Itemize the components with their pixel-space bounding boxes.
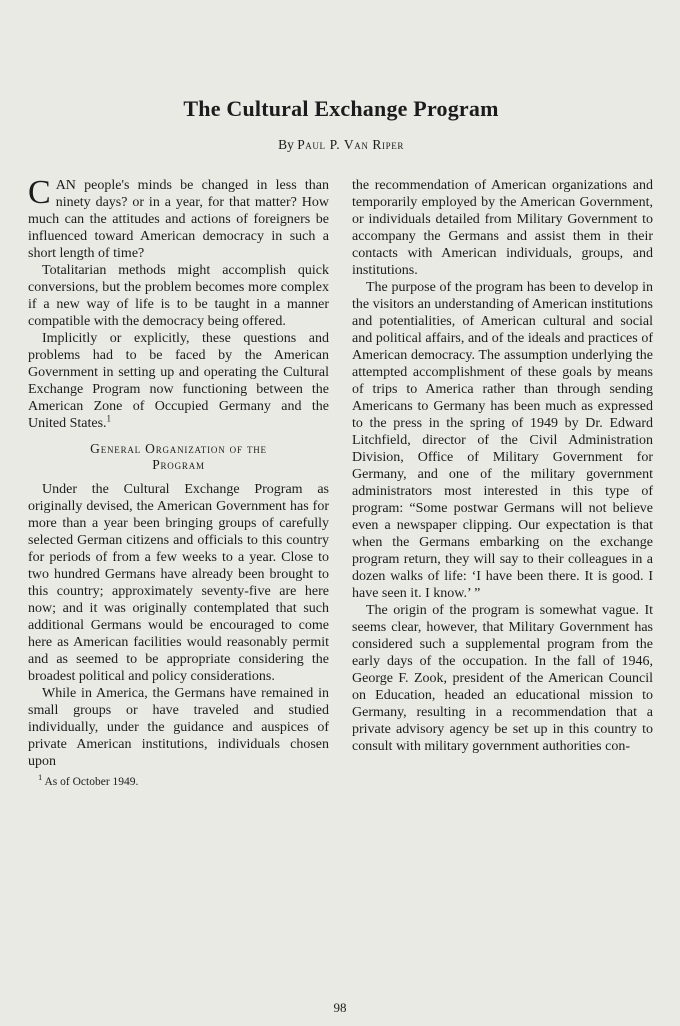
- left-column: [28, 174, 329, 789]
- byline: [28, 137, 654, 153]
- paragraph: [28, 330, 329, 432]
- paragraph: The origin of the program is somewhat vague. It seems clear, however, that Military Government has considered such a supplemental program from the early days of the occupation. In the fall of 1946, George F. Zook, president of the American Council on Education, headed an educational mission to Germany, resulting in a recommendation that a private advisory agency be set up in this country to consult with military government authorities con-: [352, 603, 653, 754]
- paragraph: While in America, the Germans have remained in small groups or have traveled and studied individually, under the guidance and auspices of private American institutions, individuals chosen upon: [28, 686, 329, 769]
- section-heading-line2: Program: [152, 457, 205, 472]
- author-name: Paul P. Van Riper: [297, 137, 404, 152]
- section-heading-line1: General Organization of the: [90, 441, 267, 456]
- drop-cap: C: [28, 174, 51, 211]
- section-heading: [28, 441, 329, 473]
- footnote-text: As of October 1949.: [44, 776, 139, 788]
- footnote-marker: 1: [38, 772, 43, 783]
- page-title: The Cultural Exchange Program: [183, 96, 499, 121]
- paragraph: The purpose of the program has been to develop in the visitors an understanding of American institutions and potentialities, of American cultural and social and political affairs, and of the ideals and practices of American democracy. The assumption underlying the attempted accomplishment of these goals by means of trips to America rather than through sending Americans to Germany has been much as expressed to the press in the spring of 1949 by Dr. Edward Litchfield, director of the Civil Administration Division, Office of Military Government for Germany, and one of the military government administrators most interested in this type of program: “Some postwar Germans will not believe even a newspaper clipping. Our expectation is that when the Germans embarking on the exchange program return, they will say to their colleagues in a dozen walks of life: ‘I have been there. It is good. I have seen it. I know.’ ”: [352, 280, 653, 601]
- paragraph-text: Implicitly or explicitly, these questions and problems had to be faced by the American Government in setting up and operating the Cultural Exchange Program now functioning between the American Zone of Occupied Germany and the United States.: [28, 331, 329, 431]
- paragraph: Totalitarian methods might accomplish quick conversions, but the problem becomes more complex if a new way of life is to be taught in a manner compatible with the democracy being offered.: [28, 263, 329, 329]
- footnote: [28, 772, 329, 789]
- paragraph-text: AN people's minds be changed in less than ninety days? or in a year, for that matter? How much can the attitudes and actions of foreigners be influenced toward American democracy in such a short length of time?: [28, 178, 329, 261]
- byline-prefix: By: [278, 137, 294, 152]
- paragraph-opening: [28, 174, 329, 262]
- paragraph-continuation: the recommendation of American organizations and temporarily employed by the American Government, or individuals detailed from Military Government to accompany the Germans and assist them in their contacts with American individuals, groups, and institutions.: [352, 178, 653, 278]
- two-column-body: [28, 174, 654, 789]
- page-number: 98: [333, 1000, 347, 1015]
- footnote-reference: 1: [106, 413, 112, 424]
- paragraph: Under the Cultural Exchange Program as originally devised, the American Government has for more than a year been bringing groups of carefully selected German citizens and officials to this country for periods of from a few weeks to a year. Close to two hundred Germans have already been brought to this country; approximately seventy-five are here now; and it was originally contemplated that such additional Germans would be encouraged to come here as American facilities would reasonably permit and as seemed to be appropriate considering the broadest political and policy considerations.: [28, 482, 329, 684]
- right-column: [352, 177, 653, 789]
